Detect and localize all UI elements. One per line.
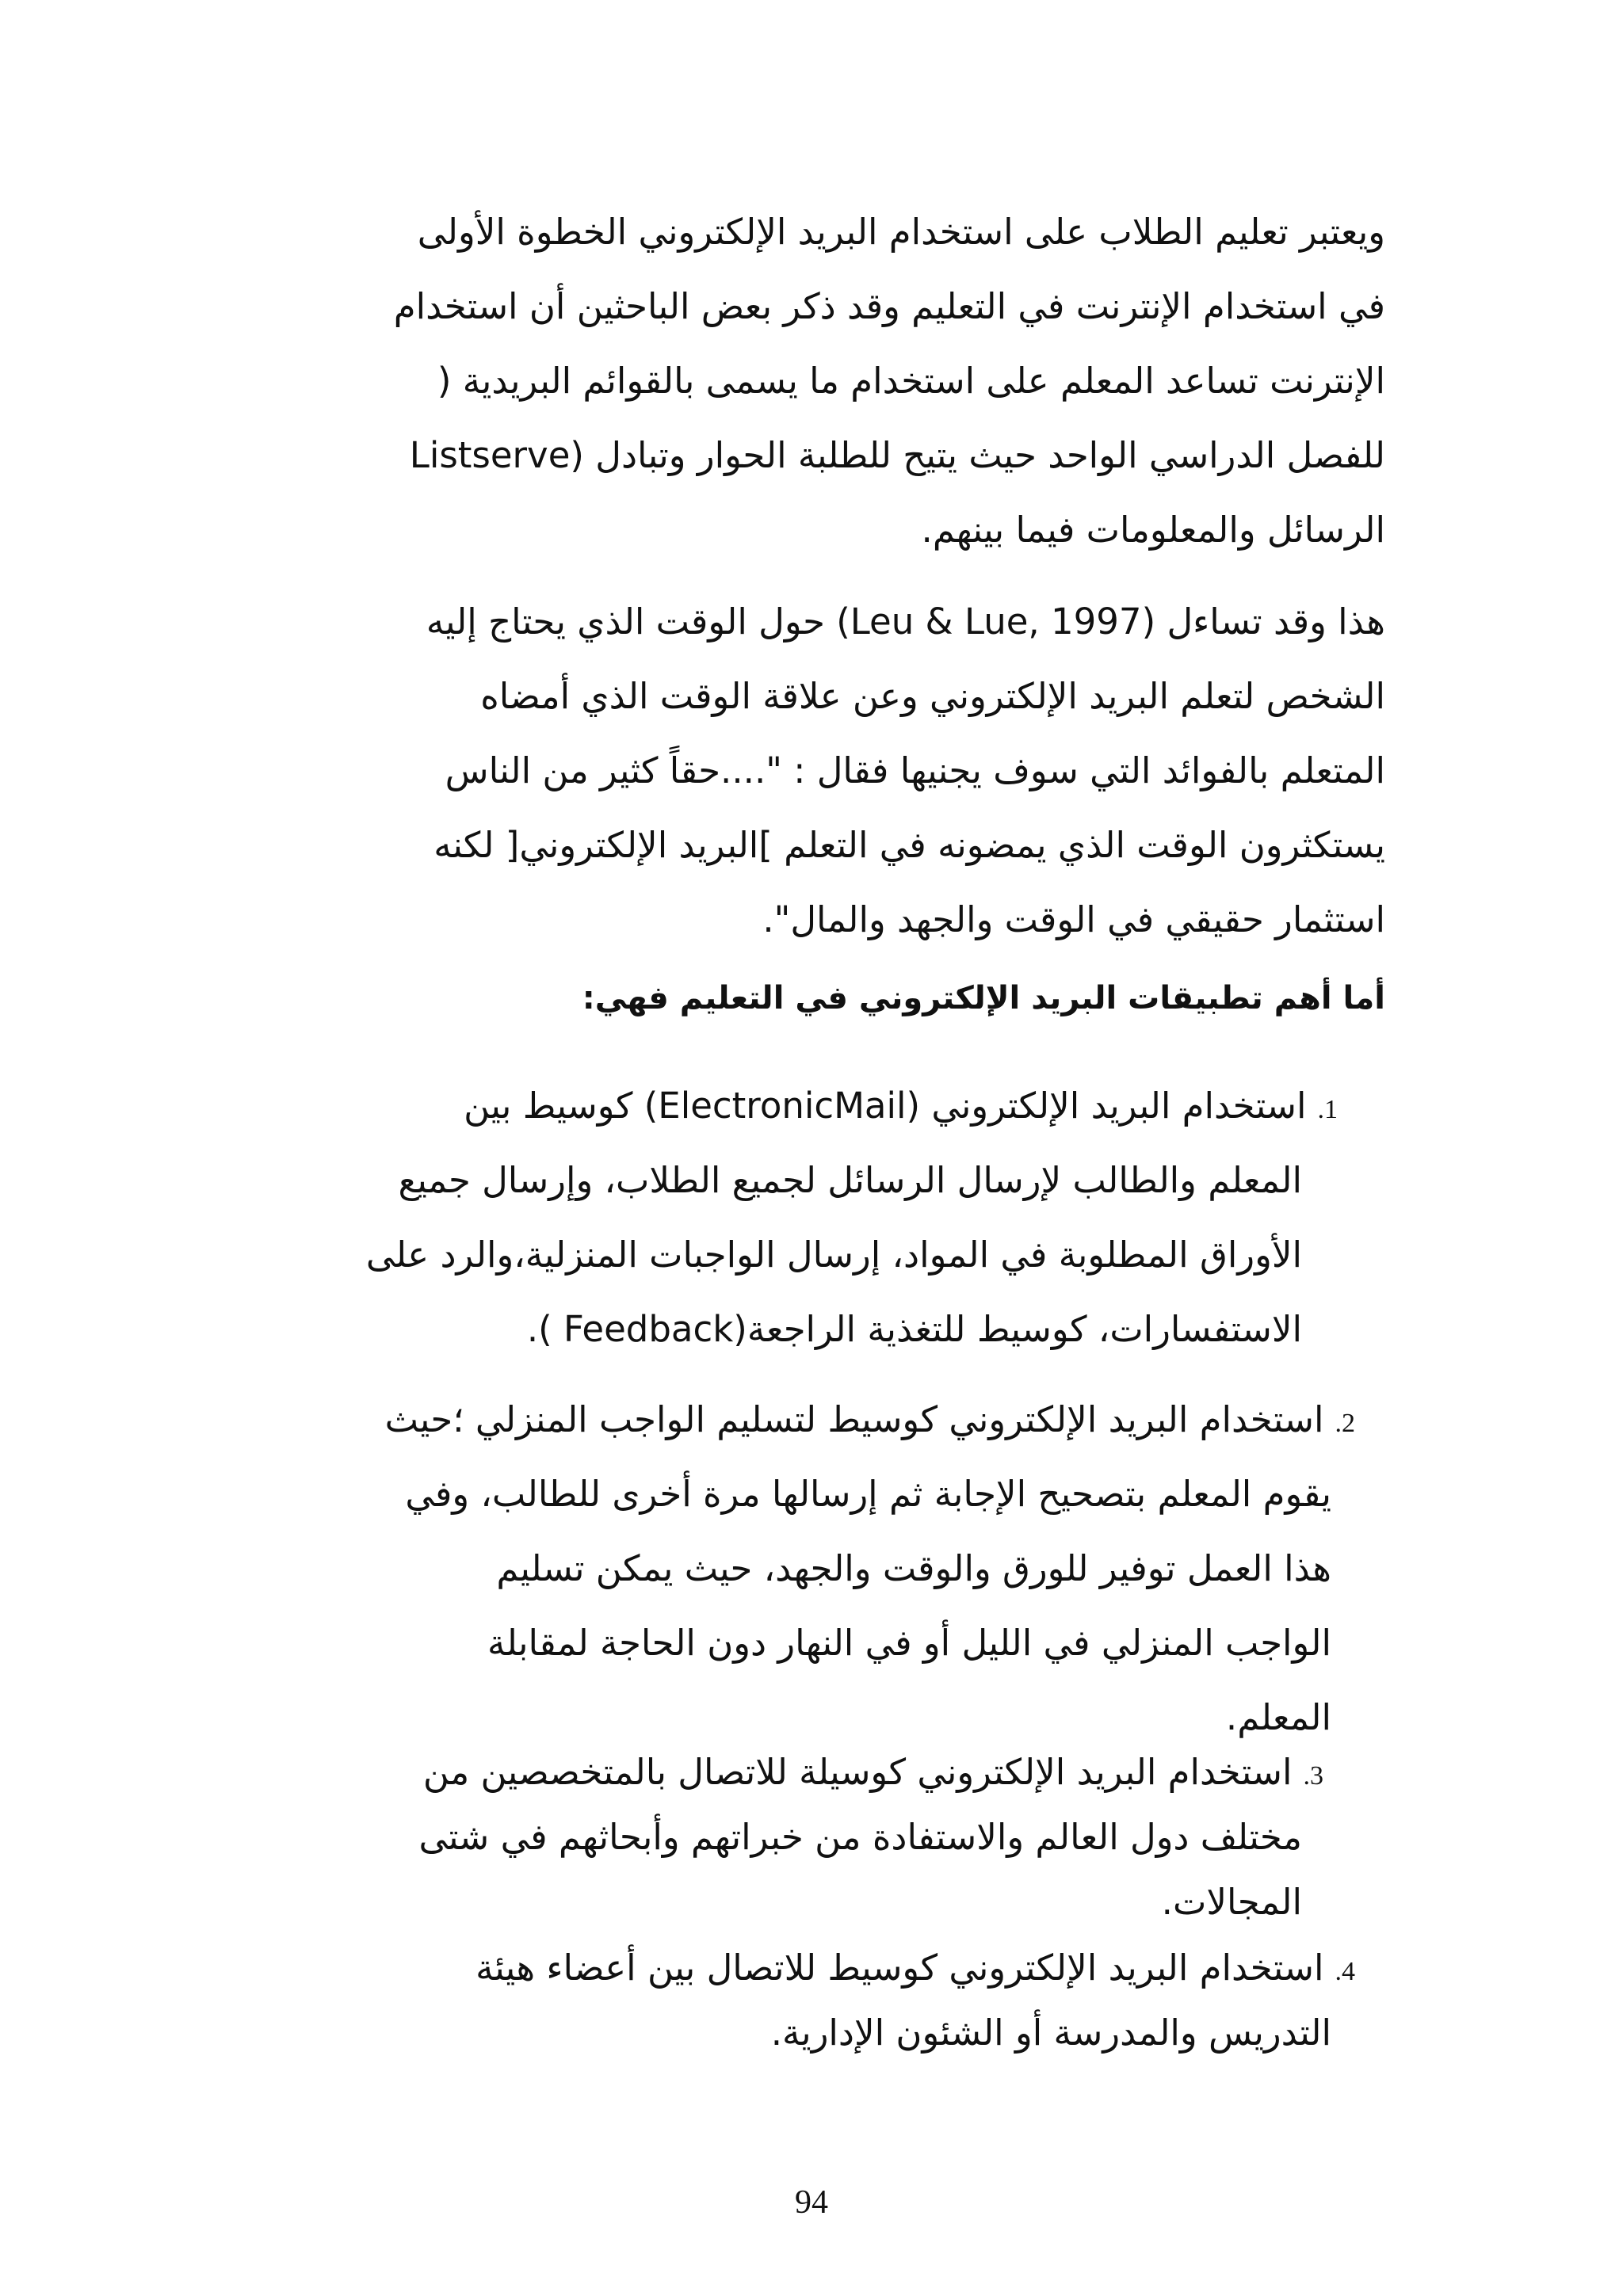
list-item-text: استخدام البريد الإلكتروني كوسيط للاتصال بين أعضاء هيئة bbox=[475, 1947, 1324, 1989]
list-item-line: الأوراق المطلوبة في المواد، إرسال الواجبات المنزلية،والرد على bbox=[365, 1234, 1302, 1276]
list-item-number: 4. bbox=[1335, 1957, 1355, 1986]
paragraph-line: هذا وقد تساءل (Leu & Lue, 1997) حول الوقت الذي يحتاج إليه bbox=[426, 601, 1385, 643]
list-item-text: استخدام البريد الإلكتروني (ElectronicMail) كوسيط بين bbox=[464, 1085, 1307, 1127]
section-heading: أما أهم تطبيقات البريد الإلكتروني في التعليم فهي: bbox=[582, 980, 1385, 1016]
list-item-line: هذا العمل توفير للورق والوقت والجهد، حيث يمكن تسليم bbox=[496, 1547, 1331, 1589]
list-item-line: الاستفسارات، كوسيط للتغذية الراجعة(Feedback ). bbox=[526, 1308, 1302, 1350]
paragraph-line: الشخص لتعلم البريد الإلكتروني وعن علاقة الوقت الذي أمضاه bbox=[480, 675, 1385, 717]
paragraph-line: المتعلم بالفوائد التي سوف يجنيها فقال : "....حقاً كثير من الناس bbox=[445, 749, 1385, 791]
paragraph-line: الإنترنت تساعد المعلم على استخدام ما يسمى بالقوائم البريدية ( bbox=[437, 360, 1385, 402]
paragraph-line: ويعتبر تعليم الطلاب على استخدام البريد الإلكتروني الخطوة الأولى bbox=[417, 211, 1385, 253]
list-item-line: التدريس والمدرسة أو الشئون الإدارية. bbox=[770, 2012, 1331, 2054]
paragraph-line: يستكثرون الوقت الذي يمضونه في التعلم ]البريد الإلكتروني[ لكنه bbox=[433, 824, 1385, 866]
list-item-first-line bbox=[423, 1741, 1323, 1808]
paragraph-line: استثمار حقيقي في الوقت والجهد والمال". bbox=[762, 898, 1385, 940]
list-item-text: استخدام البريد الإلكتروني كوسيط لتسليم الواجب المنزلي ؛حيث bbox=[384, 1398, 1324, 1440]
list-item-line: المعلم والطالب لإرسال الرسائل لجميع الطلاب، وإرسال جميع bbox=[398, 1159, 1302, 1201]
list-item-number: 3. bbox=[1303, 1761, 1323, 1791]
list-item-line: مختلف دول العالم والاستفادة من خبراتهم وأبحاثهم في شتى bbox=[418, 1816, 1302, 1858]
list-item-line: المجالات. bbox=[1161, 1881, 1302, 1923]
paragraph-line: Listserve) للفصل الدراسي الواحد حيث يتيح للطلبة الحوار وتبادل bbox=[409, 434, 1385, 476]
paragraph-line: الرسائل والمعلومات فيما بينهم. bbox=[921, 509, 1385, 551]
list-item-first-line bbox=[475, 1936, 1355, 2004]
list-item-first-line bbox=[464, 1074, 1338, 1142]
paragraph-line: في استخدام الإنترنت في التعليم وقد ذكر بعض الباحثين أن استخدام bbox=[393, 285, 1385, 327]
list-item-line: الواجب المنزلي في الليل أو في النهار دون الحاجة لمقابلة bbox=[487, 1622, 1331, 1664]
list-item-number: 2. bbox=[1335, 1409, 1355, 1438]
page-number: 94 bbox=[795, 2184, 828, 2221]
list-item-first-line bbox=[385, 1388, 1355, 1455]
list-item-line: يقوم المعلم بتصحيح الإجابة ثم إرسالها مرة أخرى للطالب، وفي bbox=[405, 1473, 1331, 1515]
list-item-line: المعلم. bbox=[1225, 1696, 1331, 1738]
list-item-text: استخدام البريد الإلكتروني كوسيلة للاتصال بالمتخصصين من bbox=[422, 1751, 1293, 1793]
list-item-number: 1. bbox=[1317, 1095, 1338, 1124]
